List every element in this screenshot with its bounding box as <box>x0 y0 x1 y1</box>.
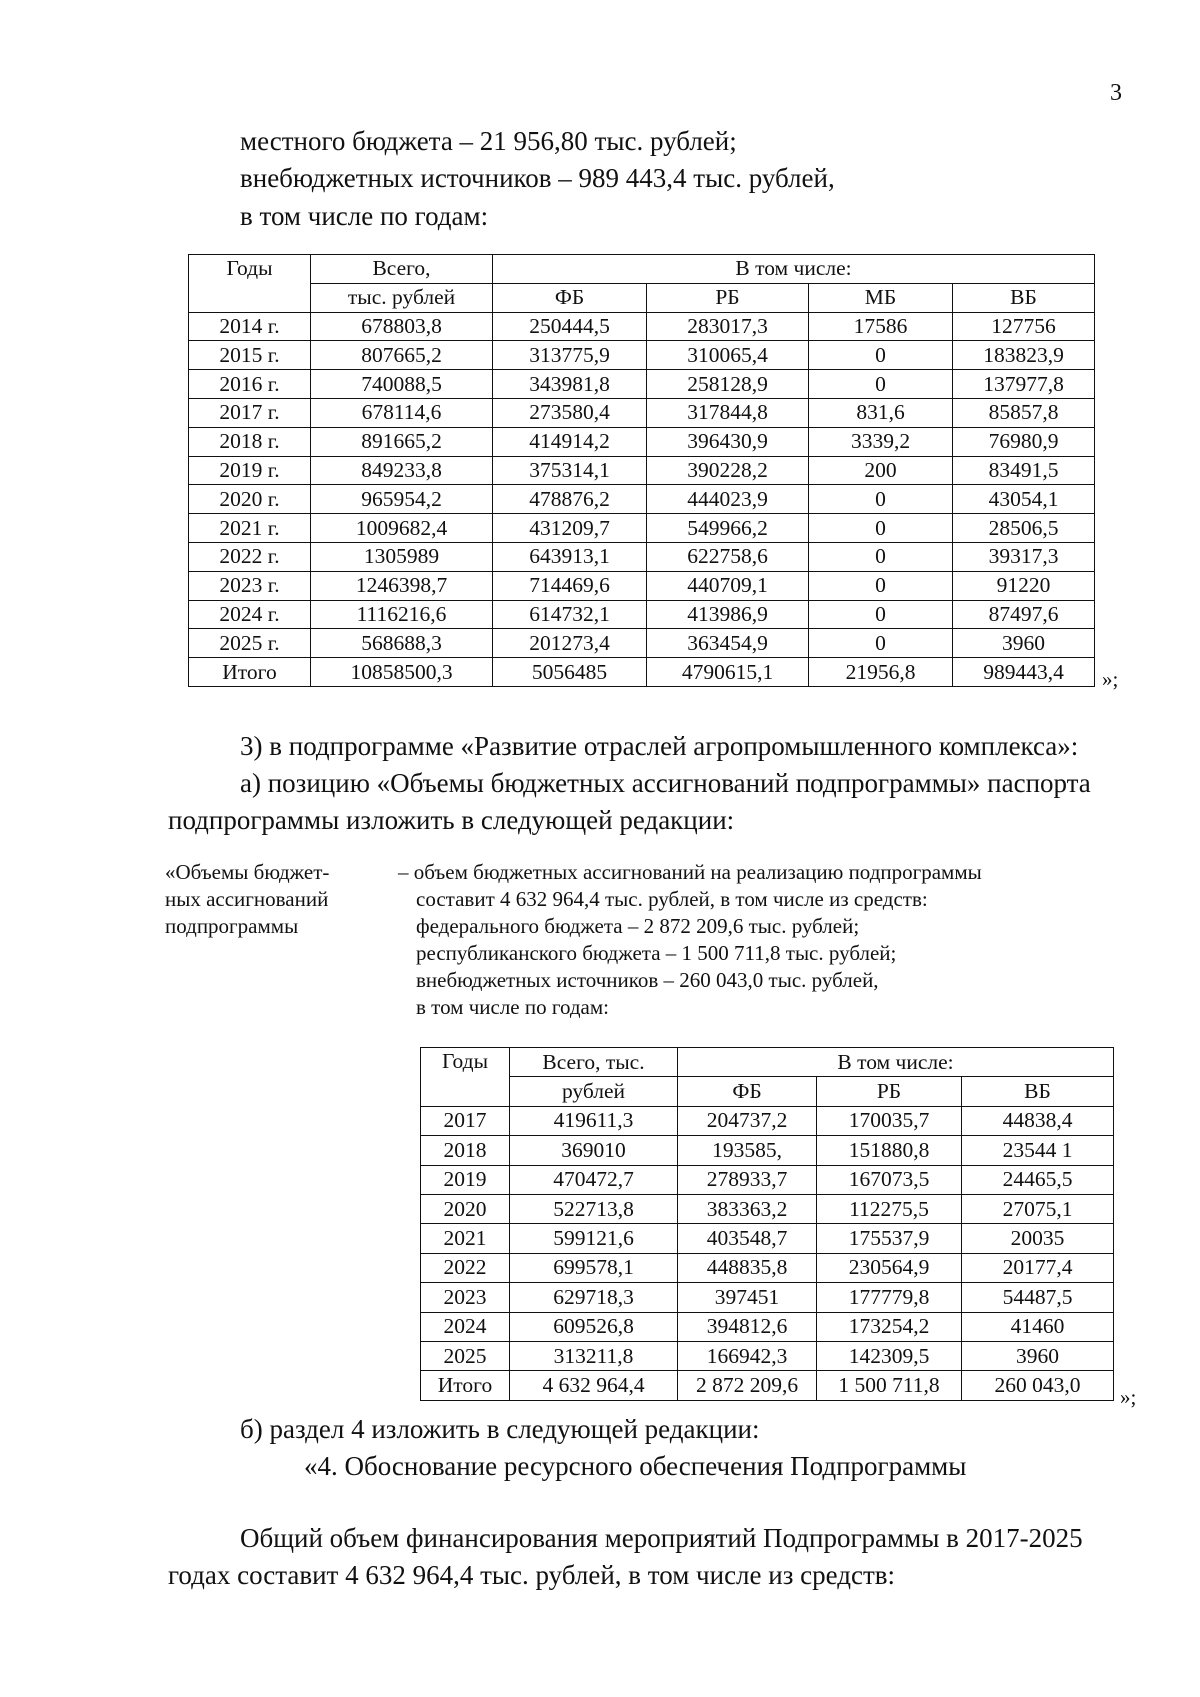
funding-table-2017-2025 <box>420 1047 1114 1401</box>
row-label-cell: 2018 г. <box>189 427 311 456</box>
table-cell: 807665,2 <box>311 341 493 370</box>
row-label-cell: 2015 г. <box>189 341 311 370</box>
table-cell: 4 632 964,4 <box>510 1371 678 1400</box>
table-cell: 522713,8 <box>510 1194 678 1223</box>
table-cell: 87497,6 <box>953 600 1095 629</box>
table-cell: 622758,6 <box>647 542 809 571</box>
paragraph-a-line1: а) позицию «Объемы бюджетных ассигнований подпрограммы» паспорта <box>240 768 1091 798</box>
table-cell: 891665,2 <box>311 427 493 456</box>
table-cell: 28506,5 <box>953 514 1095 543</box>
position-label-line1: «Объемы бюджет- <box>165 860 330 884</box>
table-cell: 41460 <box>962 1312 1114 1341</box>
total-row <box>421 1371 1114 1400</box>
header-years: Годы <box>421 1048 510 1107</box>
table-cell: 283017,3 <box>647 312 809 341</box>
table-cell: 142309,5 <box>817 1341 962 1370</box>
row-label-cell: Итого <box>421 1371 510 1400</box>
table-cell: 17586 <box>809 312 953 341</box>
total-row <box>189 658 1095 687</box>
table-cell: 369010 <box>510 1136 678 1165</box>
row-label-cell: 2017 <box>421 1106 510 1135</box>
final-paragraph-line1: Общий объем финансирования мероприятий Подпрограммы в 2017-2025 <box>240 1523 1083 1553</box>
table-row <box>189 514 1095 543</box>
table-cell: 413986,9 <box>647 600 809 629</box>
table-cell: 1305989 <box>311 542 493 571</box>
table-cell: 4790615,1 <box>647 658 809 687</box>
table-cell: 643913,1 <box>493 542 647 571</box>
table-row <box>421 1253 1114 1282</box>
table-cell: 313775,9 <box>493 341 647 370</box>
table1-closing-quote: »; <box>1102 667 1119 691</box>
table-row <box>189 370 1095 399</box>
table-cell: 390228,2 <box>647 456 809 485</box>
row-label-cell: 2020 г. <box>189 485 311 514</box>
row-label-cell: 2024 <box>421 1312 510 1341</box>
row-label-cell: 2017 г. <box>189 398 311 427</box>
table-cell: 167073,5 <box>817 1165 962 1194</box>
header-years: Годы <box>189 255 311 313</box>
table-cell: 714469,6 <box>493 571 647 600</box>
table-row <box>189 571 1095 600</box>
paragraph-a-line2: подпрограммы изложить в следующей редакции: <box>168 805 735 835</box>
table-cell: 43054,1 <box>953 485 1095 514</box>
table-cell: 0 <box>809 485 953 514</box>
table-cell: 1116216,6 <box>311 600 493 629</box>
row-label-cell: 2021 <box>421 1224 510 1253</box>
table-cell: 200 <box>809 456 953 485</box>
table-cell: 24465,5 <box>962 1165 1114 1194</box>
header-fb: ФБ <box>493 283 647 312</box>
table-cell: 0 <box>809 542 953 571</box>
final-paragraph-line2: годах составит 4 632 964,4 тыс. рублей, в том числе из средств: <box>168 1560 896 1590</box>
table-cell: 396430,9 <box>647 427 809 456</box>
table-cell: 629718,3 <box>510 1283 678 1312</box>
table-cell: 394812,6 <box>678 1312 817 1341</box>
table-cell: 444023,9 <box>647 485 809 514</box>
row-label-cell: 2016 г. <box>189 370 311 399</box>
table-cell: 173254,2 <box>817 1312 962 1341</box>
header-total-line1: Всего, тыс. <box>510 1048 678 1077</box>
table-cell: 375314,1 <box>493 456 647 485</box>
table-cell: 10858500,3 <box>311 658 493 687</box>
table-cell: 740088,5 <box>311 370 493 399</box>
table-cell: 1 500 711,8 <box>817 1371 962 1400</box>
table-cell: 20177,4 <box>962 1253 1114 1282</box>
table-cell: 0 <box>809 629 953 658</box>
header-total-line2: тыс. рублей <box>311 283 493 312</box>
table-cell: 831,6 <box>809 398 953 427</box>
paragraph-b: б) раздел 4 изложить в следующей редакции: <box>240 1414 760 1444</box>
table-row <box>421 1165 1114 1194</box>
table-cell: 260 043,0 <box>962 1371 1114 1400</box>
table-cell: 599121,6 <box>510 1224 678 1253</box>
table-cell: 403548,7 <box>678 1224 817 1253</box>
row-label-cell: Итого <box>189 658 311 687</box>
table-cell: 678803,8 <box>311 312 493 341</box>
table-cell: 568688,3 <box>311 629 493 658</box>
table-cell: 137977,8 <box>953 370 1095 399</box>
table-cell: 678114,6 <box>311 398 493 427</box>
table-cell: 0 <box>809 600 953 629</box>
table-cell: 699578,1 <box>510 1253 678 1282</box>
table-cell: 20035 <box>962 1224 1114 1253</box>
row-label-cell: 2021 г. <box>189 514 311 543</box>
table-cell: 397451 <box>678 1283 817 1312</box>
table2-closing-quote: »; <box>1120 1385 1137 1409</box>
table-row <box>189 341 1095 370</box>
row-label-cell: 2014 г. <box>189 312 311 341</box>
table-cell: 414914,2 <box>493 427 647 456</box>
page-number: 3 <box>1110 80 1122 106</box>
table-cell: 204737,2 <box>678 1106 817 1135</box>
table-cell: 76980,9 <box>953 427 1095 456</box>
row-label-cell: 2022 <box>421 1253 510 1282</box>
row-label-cell: 2024 г. <box>189 600 311 629</box>
table-row <box>421 1312 1114 1341</box>
position-text-line2: составит 4 632 964,4 тыс. рублей, в том числе из средств: <box>416 887 928 911</box>
table-cell: 0 <box>809 514 953 543</box>
table-cell: 193585, <box>678 1136 817 1165</box>
position-label-line3: подпрограммы <box>165 914 299 938</box>
row-label-cell: 2023 <box>421 1283 510 1312</box>
table-cell: 250444,5 <box>493 312 647 341</box>
table-cell: 258128,9 <box>647 370 809 399</box>
table-cell: 849233,8 <box>311 456 493 485</box>
table-cell: 278933,7 <box>678 1165 817 1194</box>
table-cell: 151880,8 <box>817 1136 962 1165</box>
table-cell: 5056485 <box>493 658 647 687</box>
table-cell: 91220 <box>953 571 1095 600</box>
row-label-cell: 2025 г. <box>189 629 311 658</box>
table-cell: 0 <box>809 370 953 399</box>
header-vb: ВБ <box>962 1077 1114 1106</box>
table-row <box>189 485 1095 514</box>
table-cell: 363454,9 <box>647 629 809 658</box>
table-cell: 23544 1 <box>962 1136 1114 1165</box>
table-cell: 54487,5 <box>962 1283 1114 1312</box>
table-cell: 2 872 209,6 <box>678 1371 817 1400</box>
table-row <box>421 1136 1114 1165</box>
table-cell: 39317,3 <box>953 542 1095 571</box>
table-cell: 44838,4 <box>962 1106 1114 1135</box>
table-row <box>421 1224 1114 1253</box>
header-vb: ВБ <box>953 283 1095 312</box>
table-cell: 27075,1 <box>962 1194 1114 1223</box>
row-label-cell: 2023 г. <box>189 571 311 600</box>
row-label-cell: 2019 <box>421 1165 510 1194</box>
table-row <box>189 600 1095 629</box>
position-text-line5: внебюджетных источников – 260 043,0 тыс. рублей, <box>416 968 879 992</box>
table-cell: 177779,8 <box>817 1283 962 1312</box>
table-cell: 1009682,4 <box>311 514 493 543</box>
header-including: В том числе: <box>678 1048 1114 1077</box>
table-cell: 440709,1 <box>647 571 809 600</box>
table-row <box>421 1341 1114 1370</box>
position-text-line4: республиканского бюджета – 1 500 711,8 тыс. рублей; <box>416 941 897 965</box>
table-cell: 201273,4 <box>493 629 647 658</box>
table-cell: 3960 <box>962 1341 1114 1370</box>
table-cell: 317844,8 <box>647 398 809 427</box>
intro-line-by-years: в том числе по годам: <box>240 201 489 231</box>
table-cell: 549966,2 <box>647 514 809 543</box>
table-cell: 383363,2 <box>678 1194 817 1223</box>
table-cell: 419611,3 <box>510 1106 678 1135</box>
position-text-line1: – объем бюджетных ассигнований на реализацию подпрограммы <box>398 860 982 884</box>
position-text-line6: в том числе по годам: <box>416 995 609 1019</box>
table-cell: 614732,1 <box>493 600 647 629</box>
table-cell: 273580,4 <box>493 398 647 427</box>
header-rb: РБ <box>817 1077 962 1106</box>
row-label-cell: 2020 <box>421 1194 510 1223</box>
table-cell: 21956,8 <box>809 658 953 687</box>
position-label-line2: ных ассигнований <box>165 887 329 911</box>
header-total-line1: Всего, <box>311 255 493 284</box>
table-cell: 431209,7 <box>493 514 647 543</box>
table-row <box>189 629 1095 658</box>
table-row <box>189 398 1095 427</box>
paragraph-3: 3) в подпрограмме «Развитие отраслей агропромышленного комплекса»: <box>240 731 1079 761</box>
table-row <box>189 312 1095 341</box>
position-text-line3: федерального бюджета – 2 872 209,6 тыс. рублей; <box>416 914 860 938</box>
table-row <box>421 1194 1114 1223</box>
table-cell: 0 <box>809 341 953 370</box>
table-row <box>421 1106 1114 1135</box>
table-cell: 85857,8 <box>953 398 1095 427</box>
table-cell: 0 <box>809 571 953 600</box>
table-cell: 230564,9 <box>817 1253 962 1282</box>
table-cell: 965954,2 <box>311 485 493 514</box>
header-including: В том числе: <box>493 255 1095 284</box>
header-fb: ФБ <box>678 1077 817 1106</box>
header-rb: РБ <box>647 283 809 312</box>
table-row <box>189 456 1095 485</box>
table-cell: 170035,7 <box>817 1106 962 1135</box>
row-label-cell: 2022 г. <box>189 542 311 571</box>
table-cell: 112275,5 <box>817 1194 962 1223</box>
table-cell: 3339,2 <box>809 427 953 456</box>
row-label-cell: 2018 <box>421 1136 510 1165</box>
table-cell: 3960 <box>953 629 1095 658</box>
table-cell: 343981,8 <box>493 370 647 399</box>
table-cell: 310065,4 <box>647 341 809 370</box>
table-cell: 313211,8 <box>510 1341 678 1370</box>
table-cell: 470472,7 <box>510 1165 678 1194</box>
table-cell: 127756 <box>953 312 1095 341</box>
funding-table-2014-2025 <box>188 254 1095 687</box>
header-total-line2: рублей <box>510 1077 678 1106</box>
table-row <box>189 542 1095 571</box>
table-row <box>189 427 1095 456</box>
table-cell: 1246398,7 <box>311 571 493 600</box>
table-cell: 989443,4 <box>953 658 1095 687</box>
intro-line-local-budget: местного бюджета – 21 956,80 тыс. рублей; <box>240 126 737 156</box>
table-cell: 448835,8 <box>678 1253 817 1282</box>
table-cell: 183823,9 <box>953 341 1095 370</box>
table-cell: 83491,5 <box>953 456 1095 485</box>
section-4-title: «4. Обоснование ресурсного обеспечения Подпрограммы <box>304 1451 967 1481</box>
intro-line-extrabudget: внебюджетных источников – 989 443,4 тыс. рублей, <box>240 163 835 193</box>
header-mb: МБ <box>809 283 953 312</box>
row-label-cell: 2019 г. <box>189 456 311 485</box>
table-cell: 166942,3 <box>678 1341 817 1370</box>
table-cell: 175537,9 <box>817 1224 962 1253</box>
row-label-cell: 2025 <box>421 1341 510 1370</box>
table-cell: 478876,2 <box>493 485 647 514</box>
table-row <box>421 1283 1114 1312</box>
table-cell: 609526,8 <box>510 1312 678 1341</box>
